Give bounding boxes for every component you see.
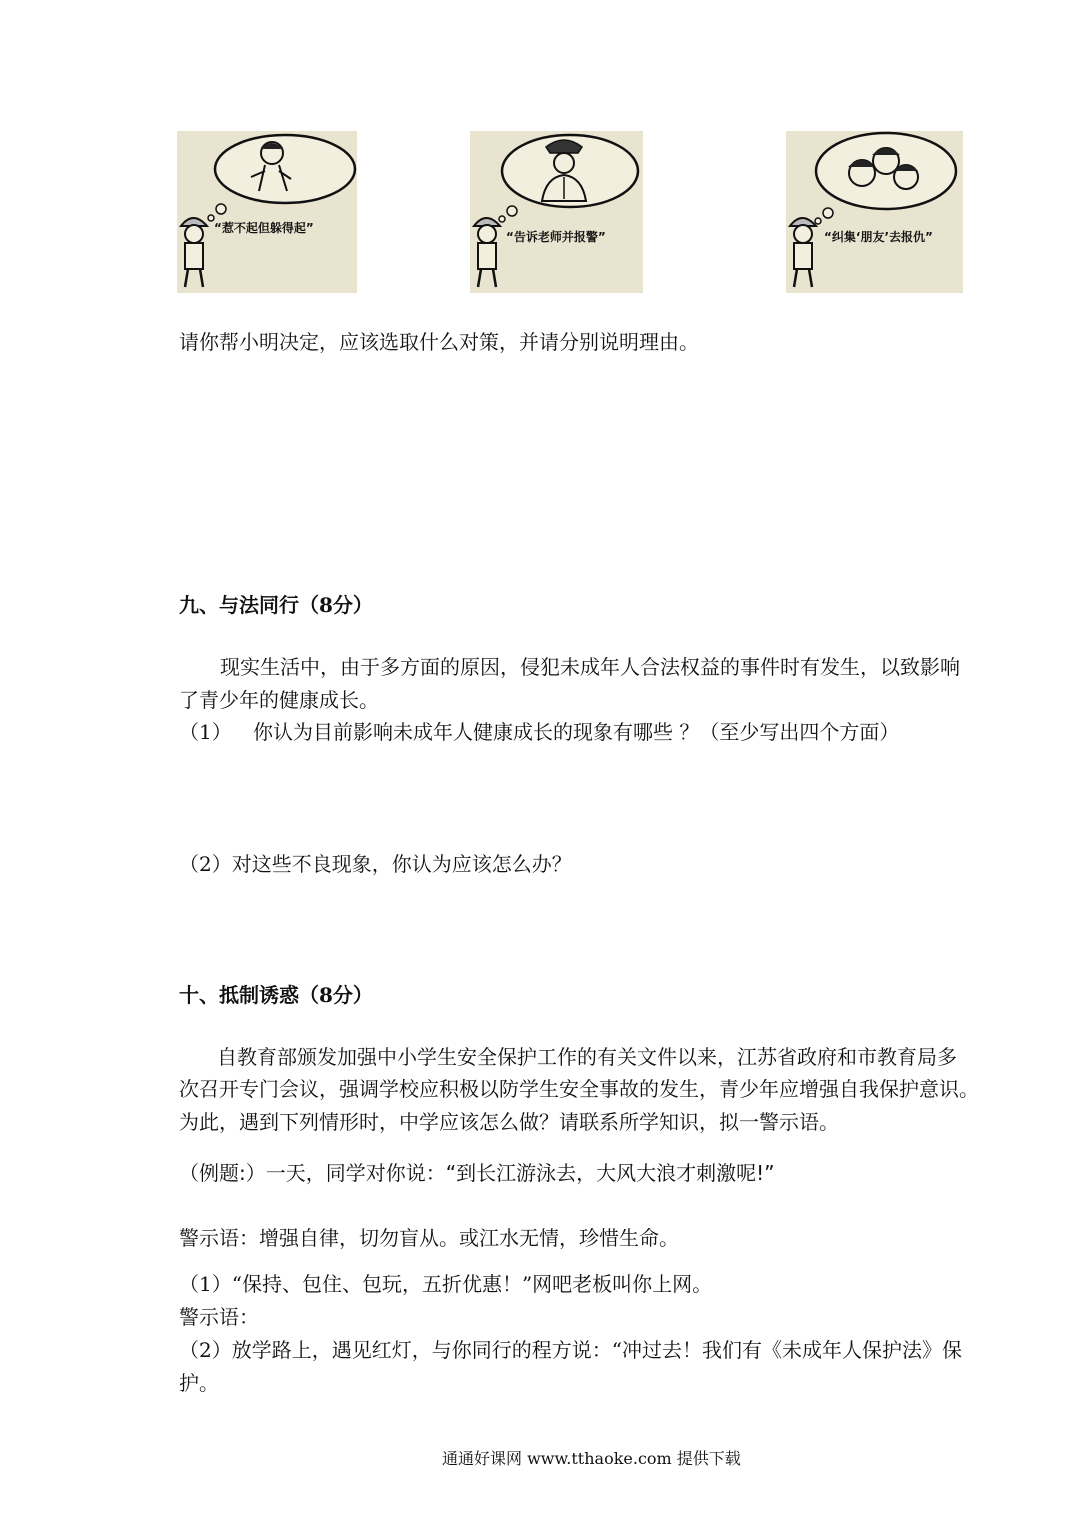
section9-title: 九、与法同行（8分）	[179, 593, 373, 617]
cartoon-illustration-1	[177, 131, 357, 293]
section9-q2: （2）对这些不良现象，你认为应该怎么办？	[179, 852, 572, 876]
cartoon-caption-2: “告诉老师并报警”	[506, 230, 606, 244]
section10-paragraph-line1: 自教育部颁发加强中小学生安全保护工作的有关文件以来，江苏省政府和市教育局多	[217, 1045, 957, 1069]
cartoon-caption-1: “惹不起但躲得起”	[214, 221, 314, 235]
question8-prompt: 请你帮小明决定，应该选取什么对策，并请分别说明理由。	[179, 330, 699, 354]
cartoon-panel-3	[786, 131, 963, 293]
section10-q2-line2: 护。	[179, 1371, 219, 1395]
section9-q1-text: 你认为目前影响未成年人健康成长的现象有哪些 ？（至少写出四个方面）	[253, 720, 900, 744]
section10-example-warning: 警示语：增强自律，切勿盲从。或江水无情，珍惜生命。	[179, 1226, 679, 1250]
section10-title: 十、抵制诱惑（8分）	[179, 983, 373, 1007]
cartoon-panel-2	[470, 131, 643, 293]
section9-paragraph-line1: 现实生活中，由于多方面的原因，侵犯未成年人合法权益的事件时有发生，以致影响	[220, 655, 960, 679]
section10-q1: （1）“保持、包住、包玩，五折优惠！”网吧老板叫你上网。	[179, 1272, 713, 1296]
section10-q2-line1: （2）放学路上，遇见红灯，与你同行的程方说：“冲过去！我们有《未成年人保护法》保	[179, 1338, 962, 1362]
section10-q1-warning: 警示语：	[179, 1305, 259, 1329]
cartoon-panel-1	[177, 131, 357, 293]
section9-paragraph-line2: 了青少年的健康成长。	[179, 688, 379, 712]
section10-paragraph-line2: 次召开专门会议，强调学校应积极以防学生安全事故的发生，青少年应增强自我保护意识。	[179, 1077, 979, 1101]
cartoon-caption-3: “纠集‘朋友’去报仇”	[824, 230, 933, 244]
cartoon-illustration-3	[786, 131, 963, 293]
page-footer: 通通好课网 www.tthaoke.com 提供下载	[442, 1449, 741, 1468]
cartoon-illustration-2	[470, 131, 643, 293]
section10-paragraph-line3: 为此，遇到下列情形时，中学应该怎么做？请联系所学知识，拟一警示语。	[179, 1110, 839, 1134]
section9-q1-number: （1）	[179, 720, 232, 744]
section10-example: （例题:）一天，同学对你说：“到长江游泳去，大风大浪才刺激呢!”	[179, 1161, 775, 1185]
